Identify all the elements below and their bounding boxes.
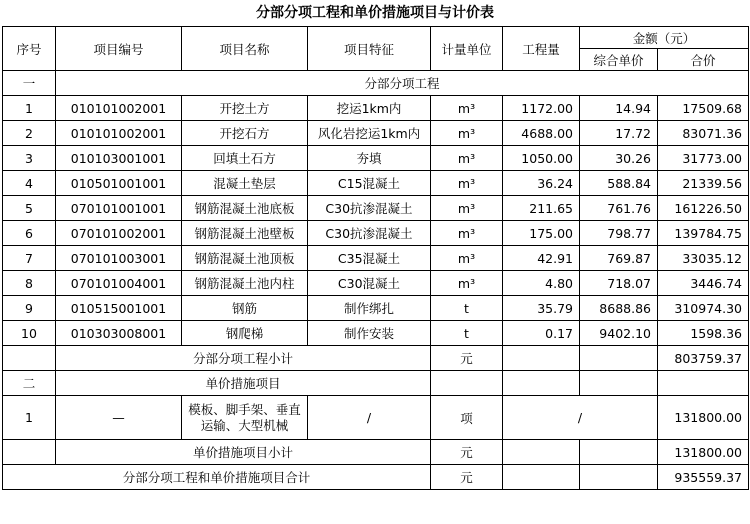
item-total: 33035.12 <box>658 246 749 271</box>
item-name: 钢筋混凝土池壁板 <box>182 221 308 246</box>
item-name: 钢筋 <box>182 296 308 321</box>
item-code: 010501001001 <box>56 171 182 196</box>
section-seq: 一 <box>3 71 56 96</box>
table-row <box>3 121 749 146</box>
item-unit-price: 9402.10 <box>580 321 658 346</box>
item-seq: 6 <box>3 221 56 246</box>
item-code: 010101002001 <box>56 96 182 121</box>
item-feature: C35混凝土 <box>308 246 431 271</box>
measure-total: 131800.00 <box>658 396 749 440</box>
table-row <box>3 271 749 296</box>
header-unit-price: 综合单价 <box>580 49 658 71</box>
subtotal-unit: 元 <box>431 346 503 371</box>
grand-total-value: 935559.37 <box>658 465 749 490</box>
item-seq: 2 <box>3 121 56 146</box>
measure-code: — <box>56 396 182 440</box>
section-label: 分部分项工程 <box>56 71 749 96</box>
grand-total-unit: 元 <box>431 465 503 490</box>
grand-total-row <box>3 465 749 490</box>
subtotal-row <box>3 440 749 465</box>
item-seq: 4 <box>3 171 56 196</box>
item-total: 1598.36 <box>658 321 749 346</box>
item-code: 010101002001 <box>56 121 182 146</box>
item-seq: 7 <box>3 246 56 271</box>
subtotal-unit: 元 <box>431 440 503 465</box>
item-feature: 制作安装 <box>308 321 431 346</box>
measure-seq: 1 <box>3 396 56 440</box>
item-total: 3446.74 <box>658 271 749 296</box>
item-feature: 制作绑扎 <box>308 296 431 321</box>
item-feature: C30抗渗混凝土 <box>308 221 431 246</box>
item-unit: m³ <box>431 221 503 246</box>
header-amount: 金额（元） <box>580 27 749 49</box>
item-unit-price: 17.72 <box>580 121 658 146</box>
item-unit: m³ <box>431 246 503 271</box>
item-seq: 9 <box>3 296 56 321</box>
item-total: 310974.30 <box>658 296 749 321</box>
item-total: 21339.56 <box>658 171 749 196</box>
item-qty: 175.00 <box>503 221 580 246</box>
item-total: 161226.50 <box>658 196 749 221</box>
item-unit: m³ <box>431 271 503 296</box>
item-qty: 36.24 <box>503 171 580 196</box>
subtotal-row <box>3 346 749 371</box>
item-seq: 10 <box>3 321 56 346</box>
measure-feature: / <box>308 396 431 440</box>
section-label: 单价措施项目 <box>56 371 431 396</box>
item-name: 钢筋混凝土池顶板 <box>182 246 308 271</box>
item-total: 31773.00 <box>658 146 749 171</box>
item-feature: C30混凝土 <box>308 271 431 296</box>
item-unit: m³ <box>431 96 503 121</box>
item-seq: 8 <box>3 271 56 296</box>
item-unit-price: 798.77 <box>580 221 658 246</box>
item-seq: 5 <box>3 196 56 221</box>
item-total: 17509.68 <box>658 96 749 121</box>
measure-unit: 项 <box>431 396 503 440</box>
item-code: 010103001001 <box>56 146 182 171</box>
item-feature: 风化岩挖运1km内 <box>308 121 431 146</box>
measure-row <box>3 396 749 440</box>
item-unit: m³ <box>431 196 503 221</box>
item-unit-price: 769.87 <box>580 246 658 271</box>
item-name: 回填土石方 <box>182 146 308 171</box>
item-code: 070101002001 <box>56 221 182 246</box>
item-name: 开挖石方 <box>182 121 308 146</box>
item-qty: 1172.00 <box>503 96 580 121</box>
grand-total-label: 分部分项工程和单价措施项目合计 <box>3 465 431 490</box>
item-code: 070101003001 <box>56 246 182 271</box>
item-unit-price: 588.84 <box>580 171 658 196</box>
item-total: 83071.36 <box>658 121 749 146</box>
table-row <box>3 171 749 196</box>
item-qty: 42.91 <box>503 246 580 271</box>
item-code: 010515001001 <box>56 296 182 321</box>
item-feature: 夯填 <box>308 146 431 171</box>
item-feature: C15混凝土 <box>308 171 431 196</box>
item-unit-price: 8688.86 <box>580 296 658 321</box>
item-qty: 211.65 <box>503 196 580 221</box>
measure-name: 模板、脚手架、垂直运输、大型机械 <box>182 396 308 440</box>
item-qty: 4688.00 <box>503 121 580 146</box>
header-feature: 项目特征 <box>308 27 431 71</box>
table-row <box>3 321 749 346</box>
item-unit: t <box>431 321 503 346</box>
item-feature: 挖运1km内 <box>308 96 431 121</box>
header-total: 合价 <box>658 49 749 71</box>
item-unit-price: 761.76 <box>580 196 658 221</box>
item-name: 钢筋混凝土池底板 <box>182 196 308 221</box>
item-code: 070101004001 <box>56 271 182 296</box>
item-name: 开挖土方 <box>182 96 308 121</box>
header-seq: 序号 <box>3 27 56 71</box>
subtotal-total: 131800.00 <box>658 440 749 465</box>
item-seq: 3 <box>3 146 56 171</box>
table-row <box>3 146 749 171</box>
section-row <box>3 71 749 96</box>
item-code: 070101001001 <box>56 196 182 221</box>
item-code: 010303008001 <box>56 321 182 346</box>
header-unit: 计量单位 <box>431 27 503 71</box>
item-name: 钢筋混凝土池内柱 <box>182 271 308 296</box>
header-name: 项目名称 <box>182 27 308 71</box>
item-qty: 0.17 <box>503 321 580 346</box>
subtotal-label: 单价措施项目小计 <box>56 440 431 465</box>
measure-qty-price: / <box>503 396 658 440</box>
item-qty: 1050.00 <box>503 146 580 171</box>
item-unit-price: 718.07 <box>580 271 658 296</box>
item-unit-price: 14.94 <box>580 96 658 121</box>
table-title: 分部分项工程和单价措施项目与计价表 <box>256 5 494 21</box>
item-unit: m³ <box>431 146 503 171</box>
pricing-table <box>2 26 749 490</box>
table-row <box>3 296 749 321</box>
header-qty: 工程量 <box>503 27 580 71</box>
item-qty: 4.80 <box>503 271 580 296</box>
table-row <box>3 221 749 246</box>
subtotal-total: 803759.37 <box>658 346 749 371</box>
item-unit: t <box>431 296 503 321</box>
table-row <box>3 96 749 121</box>
item-seq: 1 <box>3 96 56 121</box>
item-name: 混凝土垫层 <box>182 171 308 196</box>
item-feature: C30抗渗混凝土 <box>308 196 431 221</box>
header-code: 项目编号 <box>56 27 182 71</box>
table-row <box>3 246 749 271</box>
item-total: 139784.75 <box>658 221 749 246</box>
item-qty: 35.79 <box>503 296 580 321</box>
section-seq: 二 <box>3 371 56 396</box>
item-unit-price: 30.26 <box>580 146 658 171</box>
header-row <box>3 27 749 49</box>
section-row <box>3 371 749 396</box>
item-unit: m³ <box>431 171 503 196</box>
table-row <box>3 196 749 221</box>
item-unit: m³ <box>431 121 503 146</box>
item-name: 钢爬梯 <box>182 321 308 346</box>
subtotal-label: 分部分项工程小计 <box>56 346 431 371</box>
